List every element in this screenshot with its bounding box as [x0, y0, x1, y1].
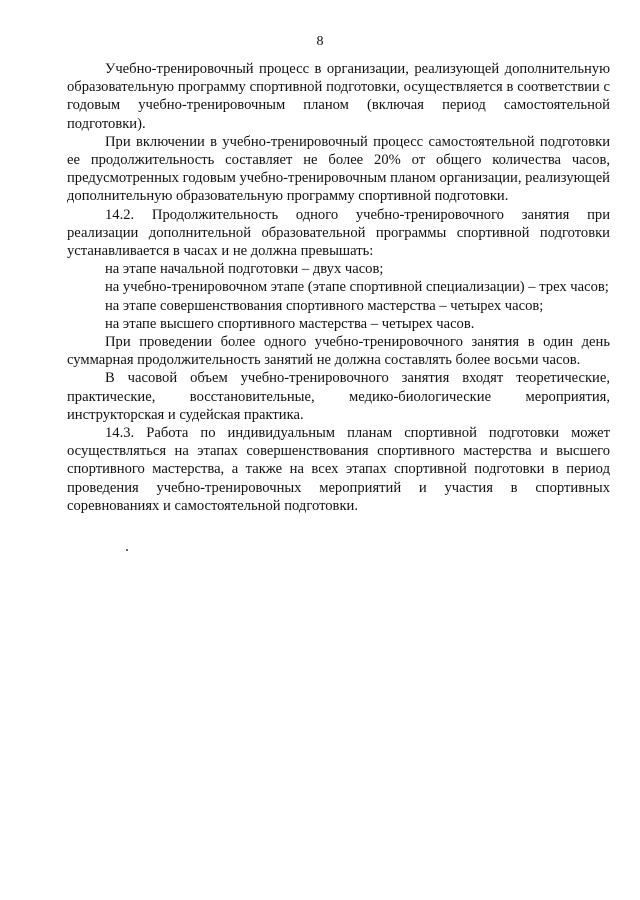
paragraph-self-training: При включении в учебно-тренировочный процесс самостоятельной подготовки ее продолжительность составляет не более 20% от общего количества часов, предусмотренных годовым учебно-тренировочным планом организации, реализующей дополнительную образовательную программу спортивной подготовки.	[67, 133, 610, 205]
paragraph-hourly-volume: В часовой объем учебно-тренировочного занятия входят теоретические, практические, восстановительные, медико-биологические мероприятия, инструкторская и судейская практика.	[67, 370, 610, 423]
paragraph-14-3-individual-plans: 14.3. Работа по индивидуальным планам спортивной подготовки может осуществляться на этапах совершенствования спортивного мастерства и высшего спортивного мастерства, а также на всех этапах спортивной подготовки в период проведения учебно-тренировочных мероприятий и участия в спортивных соревнованиях и самостоятельной подготовки.	[67, 425, 610, 514]
scan-dot-mark	[126, 549, 128, 551]
paragraph-training-process: Учебно-тренировочный процесс в организации, реализующей дополнительную образовательную программу спортивной подготовки, осуществляется в соответствии с годовым учебно-тренировочным планом (включая период самостоятельной подготовки).	[67, 61, 610, 132]
paragraph-14-2-duration: 14.2. Продолжительность одного учебно-тренировочного занятия при реализации дополнительной образовательной программы спортивной подготовки устанавливается в часах и не должна превышать:	[67, 206, 610, 260]
page-number: 8	[316, 34, 324, 49]
document-body	[67, 60, 610, 515]
list-item-training-stage: на учебно-тренировочном этапе (этапе спортивной специализации) – трех часов;	[105, 279, 609, 296]
list-item-higher-mastery-stage: на этапе высшего спортивного мастерства – четырех часов.	[105, 315, 475, 332]
list-item-initial-stage: на этапе начальной подготовки – двух часов;	[105, 261, 384, 278]
list-item-improvement-stage: на этапе совершенствования спортивного мастерства – четырех часов;	[105, 297, 544, 314]
paragraph-multiple-sessions: При проведении более одного учебно-тренировочного занятия в один день суммарная продолжительность занятий не должна составлять более восьми часов.	[67, 334, 610, 369]
